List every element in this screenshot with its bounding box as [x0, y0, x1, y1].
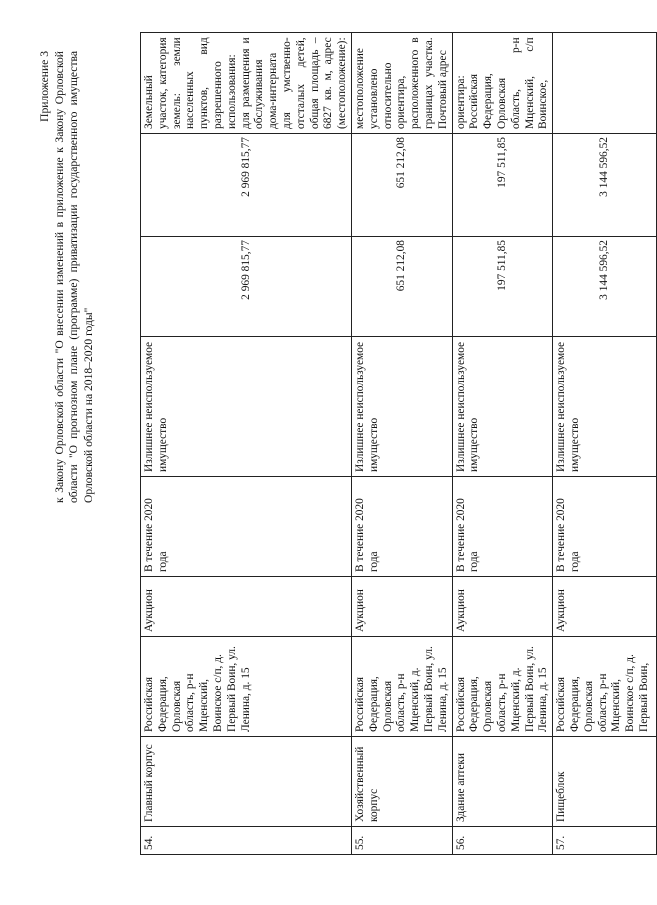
object-address: Российская Федерация, Орловская область, р-н Мценский, д. Первый Воин, ул. Ленина, д. 15 — [351, 637, 452, 737]
row-number: 56. — [452, 827, 553, 855]
value-1: 3 144 596,52 — [553, 237, 657, 337]
sale-method: Аукцион — [351, 577, 452, 637]
value-1: 651 212,08 — [351, 237, 452, 337]
value-1: 2 969 815,77 — [141, 237, 352, 337]
sale-method: Аукцион — [141, 577, 352, 637]
privatization-reason: Излишнее неиспользуемое имущество — [553, 337, 657, 477]
table-row — [351, 33, 452, 855]
object-address: Российская Федерация, Орловская область, р-н Мценский, Воинское с/п, д. Первый Воин, — [553, 637, 657, 737]
privatization-reason: Излишнее неиспользуемое имущество — [452, 337, 553, 477]
land-plot-info: местоположение установлено относительно ориентира, расположенного в границах участка. Почтовый адрес — [351, 33, 452, 134]
appendix-label: Приложение 3 — [38, 51, 51, 122]
object-name: Главный корпус — [141, 737, 352, 827]
object-address: Российская Федерация, Орловская область, р-н Мценский, Воинское с/п, д. Первый Воин, ул. Ленина, д. 15 — [141, 637, 352, 737]
land-plot-info: Земельный участок, категория земель: земли населенных пунктов, вид разрешенного использования: для размещения и обслуживания дома-интерната для умственно-отсталых детей, общая площадь – 6827 кв. м, адрес (местоположение): — [141, 33, 352, 134]
sale-term: В течение 2020 года — [452, 477, 553, 577]
privatization-reason: Излишнее неиспользуемое имущество — [351, 337, 452, 477]
table-row — [553, 33, 657, 855]
value-2: 2 969 815,77 — [141, 134, 352, 237]
sale-method: Аукцион — [452, 577, 553, 637]
object-name: Хозяйственный корпус — [351, 737, 452, 827]
table-row — [141, 33, 352, 855]
table-row — [452, 33, 553, 855]
privatization-reason: Излишнее неиспользуемое имущество — [141, 337, 352, 477]
value-2: 651 212,08 — [351, 134, 452, 237]
privatization-table — [140, 32, 657, 855]
object-name: Пищеблок — [553, 737, 657, 827]
object-name: Здание аптеки — [452, 737, 553, 827]
sale-term: В течение 2020 года — [553, 477, 657, 577]
sale-method: Аукцион — [553, 577, 657, 637]
sale-term: В течение 2020 года — [141, 477, 352, 577]
header-text: к Закону Орловской области "О внесении изменений в приложение к Закону Орловской области "О прогнозном плане (программе) приватизации государственного имущества Орловской области на 2018–2020 годы" — [52, 51, 95, 503]
row-number: 57. — [553, 827, 657, 855]
value-2: 197 511,85 — [452, 134, 553, 237]
value-1: 197 511,85 — [452, 237, 553, 337]
row-number: 54. — [141, 827, 352, 855]
sale-term: В течение 2020 года — [351, 477, 452, 577]
value-2: 3 144 596,52 — [553, 134, 657, 237]
document-header — [38, 51, 96, 503]
land-plot-info — [553, 33, 657, 134]
row-number: 55. — [351, 827, 452, 855]
object-address: Российская Федерация, Орловская область, р-н Мценский, д. Первый Воин, ул. Ленина, д. 15 — [452, 637, 553, 737]
land-plot-info: ориентира: Российская Федерация, Орловская область, р-н Мценский, с/п Воинское, — [452, 33, 553, 134]
